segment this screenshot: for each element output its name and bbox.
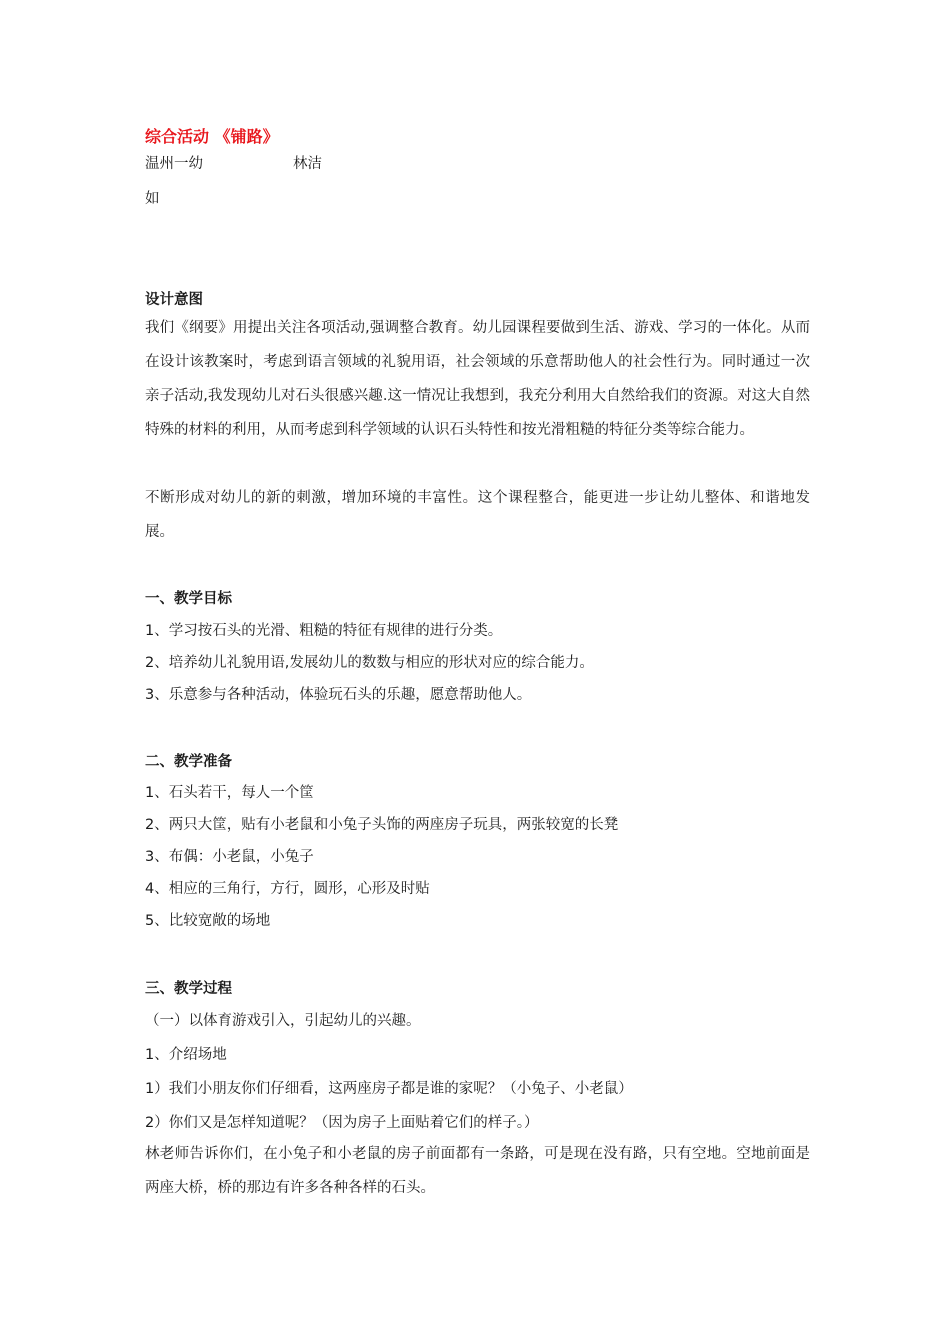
process-heading: 三、教学过程 [145, 981, 232, 997]
author-name: 林洁 [293, 156, 322, 172]
prep-heading: 二、教学准备 [145, 754, 232, 770]
document-title: 综合活动 《铺路》 [145, 127, 279, 146]
design-paragraph-1: 我们《纲要》用提出关注各项活动,强调整合教育。幼儿园课程要做到生活、游戏、学习的一体化。从而在设计该教案时，考虑到语言领域的礼貌用语，社会领域的乐意帮助他人的社会性行为。同时通过一次亲子活动,我发现幼儿对石头很感兴趣.这一情况让我想到，我充分利用大自然给我们的资源。对这大自然特殊的材料的利用，从而考虑到科学领域的认识石头特性和按光滑粗糙的特征分类等综合能力。 [145, 320, 810, 438]
process-line: 1、介绍场地 [145, 1047, 227, 1063]
author-name-tail: 如 [145, 191, 160, 207]
design-paragraph-2: 不断形成对幼儿的新的刺激，增加环境的丰富性。这个课程整合，能更进一步让幼儿整体、和谐地发展。 [145, 490, 810, 540]
goal-item: 1、学习按石头的光滑、粗糙的特征有规律的进行分类。 [145, 623, 503, 639]
process-paragraph: 林老师告诉你们，在小兔子和小老鼠的房子前面都有一条路，可是现在没有路，只有空地。空地前面是两座大桥，桥的那边有许多各种各样的石头。 [145, 1146, 810, 1196]
process-line: 1）我们小朋友你们仔细看，这两座房子都是谁的家呢？（小兔子、小老鼠） [145, 1081, 633, 1097]
prep-item: 3、布偶：小老鼠，小兔子 [145, 849, 314, 865]
prep-item: 1、石头若干，每人一个筐 [145, 785, 314, 801]
author-school: 温州一幼 [145, 156, 203, 172]
author-line [145, 152, 322, 173]
process-line: （一）以体育游戏引入，引起幼儿的兴趣。 [145, 1013, 421, 1029]
prep-item: 5、比较宽敞的场地 [145, 913, 271, 929]
prep-item: 4、相应的三角行，方行，圆形，心形及时贴 [145, 881, 430, 897]
design-heading: 设计意图 [145, 292, 203, 308]
prep-item: 2、两只大筐，贴有小老鼠和小兔子头饰的两座房子玩具，两张较宽的长凳 [145, 817, 619, 833]
goal-item: 3、乐意参与各种活动，体验玩石头的乐趣，愿意帮助他人。 [145, 687, 532, 703]
goals-heading: 一、教学目标 [145, 591, 232, 607]
process-line: 2）你们又是怎样知道呢？（因为房子上面贴着它们的样子。） [145, 1115, 539, 1131]
goal-item: 2、培养幼儿礼貌用语,发展幼儿的数数与相应的形状对应的综合能力。 [145, 655, 594, 671]
